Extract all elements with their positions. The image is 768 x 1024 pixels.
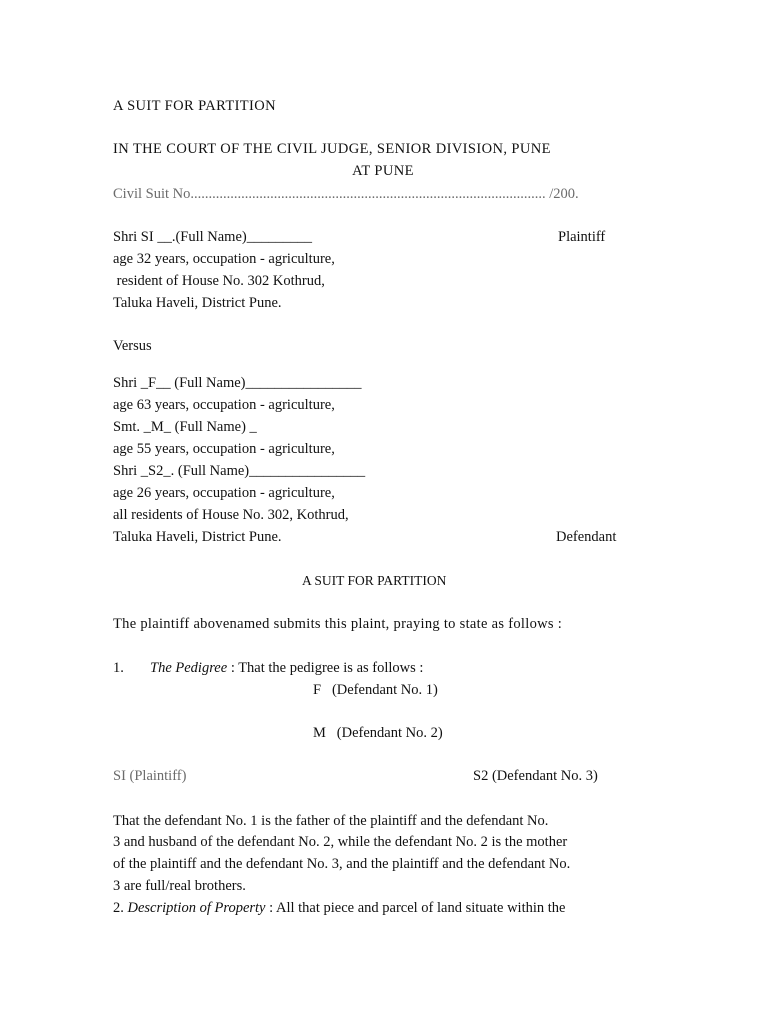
defendant-line-2: age 63 years, occupation - agriculture,: [113, 397, 335, 413]
para-1-text: : That the pedigree is as follows :: [227, 660, 424, 676]
subheading: A SUIT FOR PARTITION: [302, 573, 447, 588]
civil-suit-number: Civil Suit No.................................................................................................. /200.: [113, 186, 579, 202]
pedigree-mother: M (Defendant No. 2): [313, 725, 443, 741]
defendant-line-7: all residents of House No. 302, Kothrud,: [113, 507, 349, 523]
para-2-title: Description of Property: [127, 900, 266, 916]
intro-paragraph: The plaintiff abovenamed submits this plaint, praying to state as follows :: [113, 616, 563, 632]
court-line-2: AT PUNE: [352, 163, 414, 179]
plaintiff-residence-line: resident of House No. 302 Kothrud,: [113, 273, 325, 289]
para-1-body-line-1: That the defendant No. 1 is the father of the plaintiff and the defendant No.: [113, 813, 549, 829]
plaintiff-name-line: Shri SI __.(Full Name)_________: [113, 229, 312, 245]
pedigree-defendant-3: S2 (Defendant No. 3): [473, 768, 598, 784]
para-1-heading: [150, 657, 423, 679]
plaintiff-age-line: age 32 years, occupation - agriculture,: [113, 251, 335, 267]
para-1-body-line-2: 3 and husband of the defendant No. 2, while the defendant No. 2 is the mother: [113, 834, 568, 850]
defendant-line-8: Taluka Haveli, District Pune.: [113, 529, 282, 545]
document-heading: A SUIT FOR PARTITION: [113, 98, 277, 114]
plaintiff-role: Plaintiff: [558, 229, 606, 245]
para-2-number: 2.: [113, 900, 124, 916]
para-1-body-line-3: of the plaintiff and the defendant No. 3, and the plaintiff and the defendant No.: [113, 856, 571, 872]
defendant-role: Defendant: [556, 529, 617, 545]
para-2-text: : All that piece and parcel of land situate within the: [265, 900, 566, 916]
pedigree-father: F (Defendant No. 1): [313, 682, 438, 698]
para-1-number: 1.: [113, 660, 124, 676]
para-1-title: The Pedigree: [150, 660, 228, 676]
court-line-1: IN THE COURT OF THE CIVIL JUDGE, SENIOR DIVISION, PUNE: [113, 141, 551, 157]
defendant-line-6: age 26 years, occupation - agriculture,: [113, 485, 335, 501]
defendant-line-5: Shri _S2_. (Full Name)________________: [113, 463, 366, 479]
para-1-body-line-4: 3 are full/real brothers.: [113, 878, 246, 894]
defendant-line-1: Shri _F__ (Full Name)________________: [113, 375, 362, 391]
pedigree-plaintiff: SI (Plaintiff): [113, 768, 187, 784]
defendant-line-4: age 55 years, occupation - agriculture,: [113, 441, 335, 457]
defendant-line-3: Smt. _M_ (Full Name) _: [113, 419, 257, 435]
para-2-heading: [113, 897, 565, 919]
plaintiff-district-line: Taluka Haveli, District Pune.: [113, 295, 282, 311]
versus-label: Versus: [113, 338, 152, 354]
